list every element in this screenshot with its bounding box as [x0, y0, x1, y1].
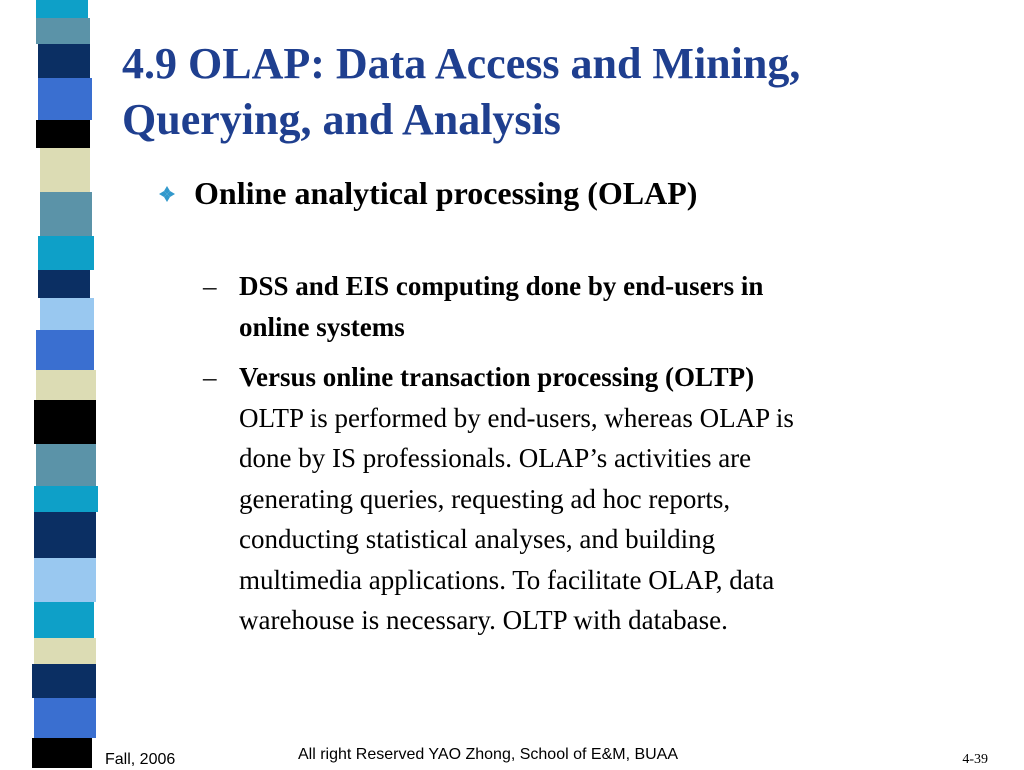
- main-bullet-text: Online analytical processing (OLAP): [194, 175, 698, 211]
- slide-title-line: Querying, and Analysis: [122, 95, 561, 144]
- slide-title: [122, 36, 1002, 148]
- diamond-bullet-icon: [158, 185, 176, 203]
- sub-bullet-text-line: multimedia applications. To facilitate OLAP, data: [239, 564, 775, 595]
- sub-bullet-bold-line: DSS and EIS computing done by end-users in: [239, 271, 764, 301]
- sub-bullet-bold-line: online systems: [239, 311, 405, 342]
- sub-bullet-text-line: generating queries, requesting ad hoc reports,: [239, 483, 731, 514]
- sub-bullet-text-line: OLTP is performed by end-users, whereas OLAP is: [239, 402, 794, 433]
- sub-bullet-text-line: done by IS professionals. OLAP’s activities are: [239, 443, 752, 473]
- sub-bullet-body: [239, 266, 959, 347]
- sub-bullet-text-line: conducting statistical analyses, and building: [239, 524, 716, 554]
- dash-bullet: –: [203, 362, 217, 392]
- footer-date: Fall, 2006: [105, 751, 176, 768]
- sub-bullet-text-line: warehouse is necessary. OLTP with database.: [239, 605, 728, 635]
- main-bullet: [158, 168, 958, 218]
- footer-slide-number: 4-39: [962, 752, 988, 767]
- dash-bullet: –: [203, 271, 217, 301]
- footer-copyright: All right Reserved YAO Zhong, School of E&M, BUAA: [298, 746, 679, 763]
- decorative-stripe-bar: [0, 0, 110, 768]
- sub-bullet-body: [239, 357, 959, 641]
- slide-title-line: 4.9 OLAP: Data Access and Mining,: [122, 39, 801, 88]
- sub-bullet-bold-line: Versus online transaction processing (OLTP): [239, 362, 755, 392]
